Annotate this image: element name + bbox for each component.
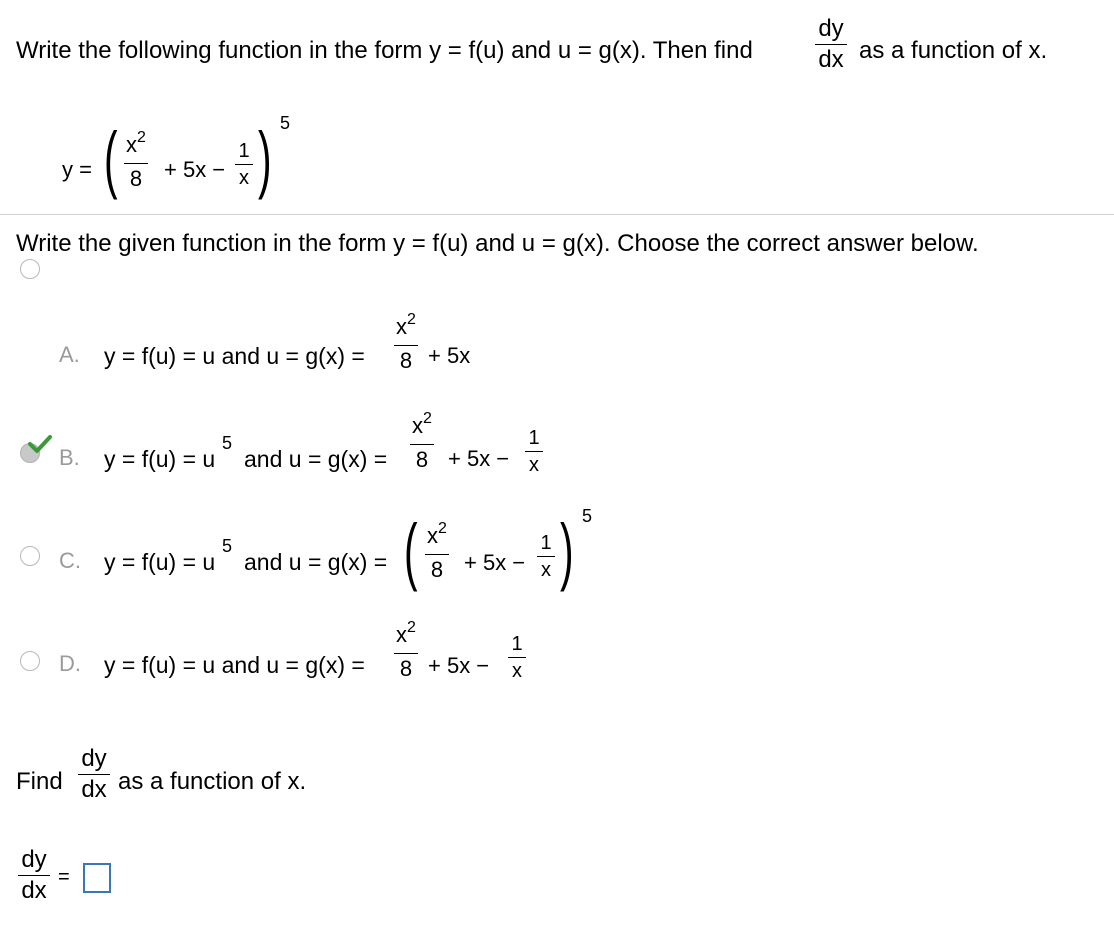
option-b-fraction: $x^2$ 8 — [410, 413, 434, 473]
right-paren: ) — [258, 117, 272, 200]
option-a-text: y = f(u) = u and u = g(x) = — [104, 343, 365, 369]
option-c-text: y = f(u) = u — [104, 549, 216, 575]
radio-d[interactable] — [20, 651, 40, 671]
question-prompt: Write the following function in the form y = f(u) and u = g(x). Then find — [16, 37, 753, 64]
x2-over-8: $x^2$ 8 — [124, 132, 148, 192]
answer-dy-dx-fraction: dy dx — [18, 847, 50, 904]
answer-input[interactable] — [83, 863, 111, 893]
option-d-fraction: $x^2$ 8 — [394, 622, 418, 682]
question-prompt-end: as a function of x. — [859, 37, 1048, 64]
dx-text: dx — [818, 46, 844, 73]
option-d-text: y = f(u) = u and u = g(x) = — [104, 652, 365, 678]
option-b-text: y = f(u) = u — [104, 446, 216, 472]
part1-instruction: Write the given function in the form y = f(u) and u = g(x). Choose the correct answer below. — [16, 230, 979, 257]
dy-text: dy — [818, 15, 844, 42]
find-label: Find — [16, 768, 63, 795]
check-icon — [28, 434, 52, 454]
option-a-fraction: $x^2$ 8 — [394, 314, 418, 374]
find-as-function: as a function of x. — [118, 768, 307, 795]
radio-c[interactable] — [20, 546, 40, 566]
divider — [0, 214, 1114, 215]
dy-dx-fraction — [815, 16, 847, 73]
radio-a[interactable] — [20, 259, 40, 279]
one-over-x: 1 x — [235, 140, 253, 189]
find-dy-dx-fraction: dy dx — [78, 746, 110, 803]
equals-sign: = — [58, 866, 70, 888]
option-c-fraction: $x^2$ 8 — [425, 523, 449, 583]
left-paren: ( — [104, 117, 118, 200]
